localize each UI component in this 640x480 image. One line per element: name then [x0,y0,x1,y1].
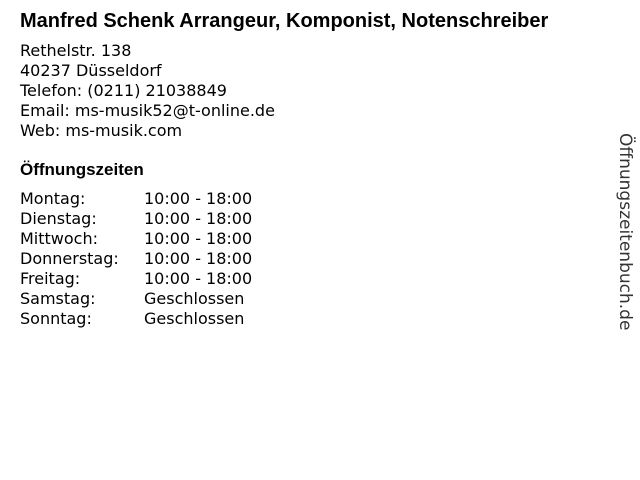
hours-value: 10:00 - 18:00 [144,209,253,228]
postal-city: 40237 Düsseldorf [20,61,162,80]
day-label: Sonntag: [20,309,92,328]
hours-row-thursday [20,249,610,269]
phone-line: Telefon: (0211) 21038849 [20,81,227,100]
day-label: Donnerstag: [20,249,119,268]
hours-value: 10:00 - 18:00 [144,229,253,248]
email-line: Email: ms-musik52@t-online.de [20,101,275,120]
hours-row-friday [20,269,610,289]
business-card [20,10,610,329]
hours-value: Geschlossen [144,289,245,308]
day-label: Mittwoch: [20,229,98,248]
opening-hours-table [20,189,610,329]
hours-value: 10:00 - 18:00 [144,269,253,288]
hours-row-tuesday [20,209,610,229]
street-address: Rethelstr. 138 [20,41,132,60]
hours-value: 10:00 - 18:00 [144,189,253,208]
hours-row-monday [20,189,610,209]
web-line: Web: ms-musik.com [20,121,183,140]
hours-value: 10:00 - 18:00 [144,249,253,268]
day-label: Samstag: [20,289,96,308]
hours-row-wednesday [20,229,610,249]
business-name: Manfred Schenk Arrangeur, Komponist, Notenschreiber [20,10,549,32]
day-label: Freitag: [20,269,81,288]
day-label: Dienstag: [20,209,97,228]
contact-block [20,41,610,141]
site-watermark: Öffnungszeitenbuch.de [615,133,635,331]
opening-hours-heading: Öffnungszeiten [20,160,144,179]
day-label: Montag: [20,189,86,208]
hours-row-saturday [20,289,610,309]
hours-row-sunday [20,309,610,329]
hours-value: Geschlossen [144,309,245,328]
